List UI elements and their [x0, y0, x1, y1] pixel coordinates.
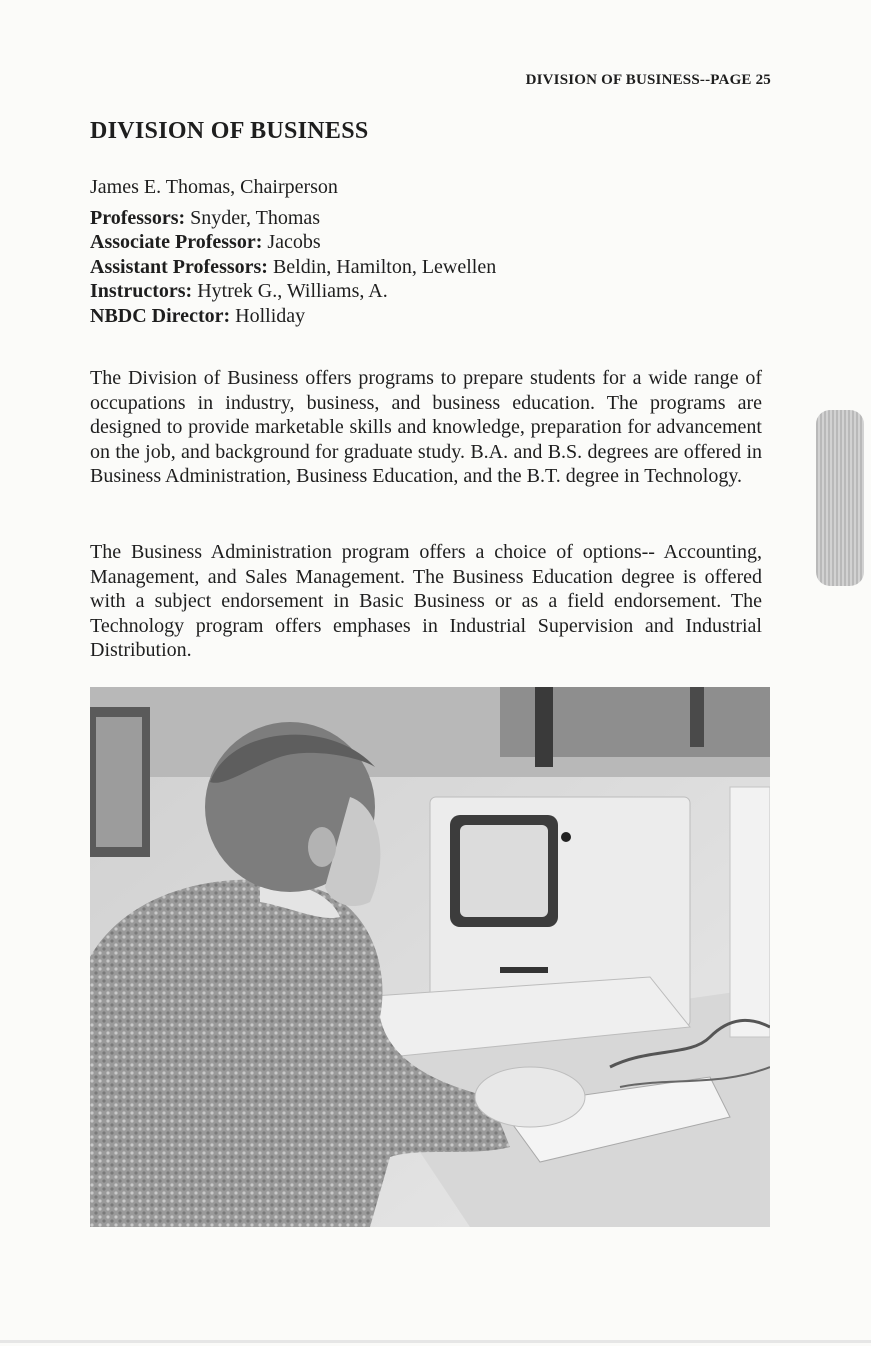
faculty-names: Holliday — [235, 304, 306, 327]
faculty-names: Snyder, Thomas — [190, 206, 321, 229]
faculty-label: Professors: — [90, 206, 186, 229]
running-head: DIVISION OF BUSINESS--PAGE 25 — [525, 72, 771, 88]
faculty-row-associate-professor — [90, 230, 780, 255]
faculty-label: Assistant Professors: — [90, 255, 268, 278]
faculty-label: Instructors: — [90, 280, 193, 302]
faculty-row-assistant-professors — [90, 255, 780, 280]
intro-paragraph: The Division of Business offers programs to prepare students for a wide range of occupations in industry, business, and business education. The programs are designed to provide marketable skills and knowledge, preparation for advancement on the job, and background for graduate study. B.A. and B.S. degrees are offered in Business Administration, Business Education, and the B.T. degree in Technology. — [90, 367, 762, 487]
faculty-row-nbdc-director — [90, 304, 780, 329]
student-at-computer-photo — [90, 687, 770, 1227]
chairperson: James E. Thomas, Chairperson — [90, 176, 338, 198]
faculty-row-instructors — [90, 279, 780, 304]
bottom-rule — [0, 1340, 871, 1343]
faculty-row-professors — [90, 206, 780, 231]
photo-illustration — [90, 687, 770, 1227]
faculty-label: Associate Professor: — [90, 231, 263, 253]
thumb-index-tab — [816, 410, 864, 586]
page-title: DIVISION OF BUSINESS — [90, 118, 369, 144]
faculty-list — [90, 175, 780, 328]
faculty-names: Beldin, Hamilton, Lewellen — [272, 255, 497, 278]
faculty-names: Hytrek G., Williams, A. — [197, 280, 388, 302]
faculty-names: Jacobs — [267, 231, 321, 253]
programs-paragraph: The Business Administration program offers a choice of options-- Accounting, Management, and Sales Management. The Business Education degree is offered with a subject endorsement in Basic Business or as a field endorsement. The Technology program offers emphases in Industrial Supervision and Industrial Distribution. — [90, 541, 762, 661]
faculty-label: NBDC Director: — [90, 304, 231, 327]
